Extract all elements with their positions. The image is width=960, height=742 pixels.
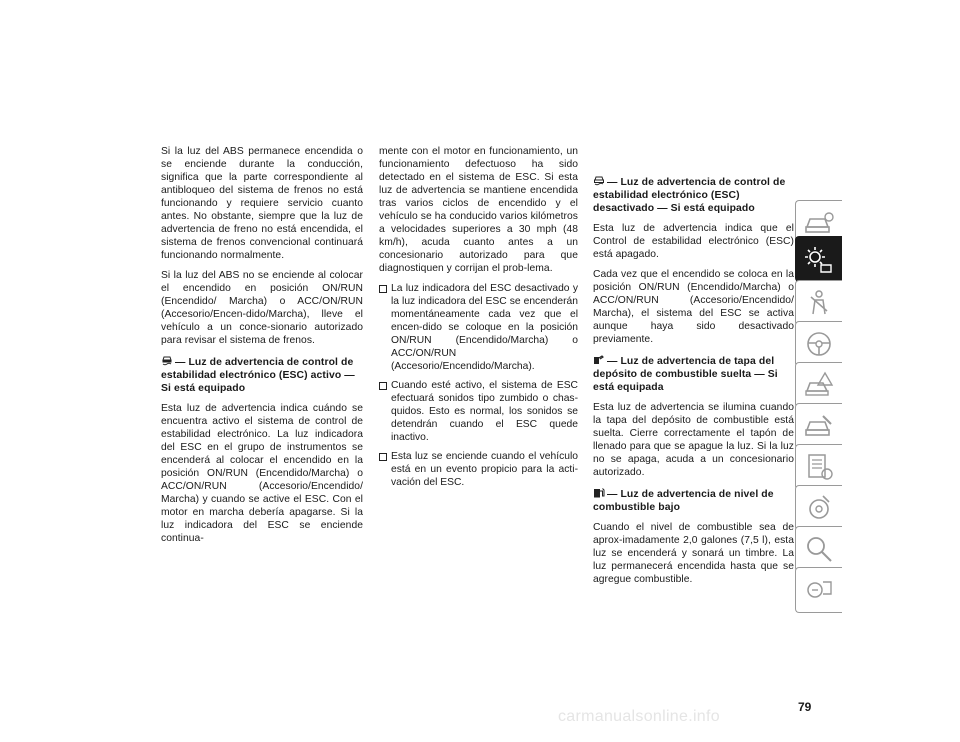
tab-safety[interactable] xyxy=(795,280,842,326)
esc-bullet-list xyxy=(379,282,578,489)
esc-car-skid-icon xyxy=(161,355,173,366)
tab-steering[interactable] xyxy=(795,321,842,367)
language-icon xyxy=(803,574,835,606)
emergency-icon xyxy=(803,369,835,401)
abs-paragraph-2: Si la luz del ABS no se enciende al colocar el encendido en posición ON/RUN (Encendido/ Marcha) o ACC/ON/RUN (Accesorio/Encen-dido/Marcha), lleve el vehículo a un conce-sionario autorizado para revisar el sistema de frenos. xyxy=(161,270,363,346)
tab-language[interactable] xyxy=(795,567,842,613)
car-service-icon xyxy=(803,410,835,442)
list-item: Esta luz se enciende cuando el vehículo está en un evento propicio para la acti-vación del ESC. xyxy=(379,450,578,489)
checkbox-bullet-icon xyxy=(379,382,387,390)
fuel-cap-paragraph: Esta luz de advertencia se ilumina cuando la tapa del depósito de combustible está suelta. Cierre correctamente el tapón de llenado para que se apague la luz. Si la luz no se apaga, acuda a un concesionario autorizado. xyxy=(593,402,794,478)
column-2 xyxy=(379,145,578,495)
esc-off-paragraph-2: Cada vez que el encendido se coloca en la posición ON/RUN (Encendido/Marcha) o ACC/ON/RUN (Accesorio/Encendido/ Marcha), el sistema del ESC se activa aunque haya sido desactivado previamente. xyxy=(593,269,794,345)
multimedia-icon xyxy=(803,492,835,524)
esc-off-paragraph-1: Esta luz de advertencia indica que el Control de estabilidad electrónico (ESC) está apagado. xyxy=(593,223,794,260)
low-fuel-paragraph: Cuando el nivel de combustible sea de aprox-imadamente 2,0 galones (7,5 l), esta luz se encenderá y sonará un timbre. La luz permanecerá encendida hasta que se agregue combustible. xyxy=(593,522,794,585)
column-3 xyxy=(593,145,794,593)
esc-off-icon xyxy=(593,175,605,186)
tab-search[interactable] xyxy=(795,526,842,572)
steering-icon xyxy=(803,328,835,360)
fuel-pump-icon xyxy=(593,487,605,498)
fuel-cap-loose-icon xyxy=(593,354,605,365)
tab-warning-lights[interactable] xyxy=(795,236,842,282)
low-fuel-heading: — Luz de advertencia de nivel de combustible bajo xyxy=(593,489,774,513)
watermark: carmanualsonline.info xyxy=(558,708,720,725)
safety-icon xyxy=(803,287,835,319)
list-item: La luz indicadora del ESC desactivado y la luz indicadora del ESC se encenderán momentáneamente cada vez que el encen-dido se coloque en la posición ON/RUN (Encendido/Marcha) o ACC/ON/RUN (Accesorio/Encendido/Marcha). xyxy=(379,282,578,373)
specifications-icon xyxy=(803,451,835,483)
esc-active-paragraph: Esta luz de advertencia indica cuándo se encuentra activo el sistema de control de estabilidad electrónico. La luz indicadora del ESC en el grupo de instrumentos se encenderá al colocar el encendido en la posición ON/RUN (Encendido/Marcha) o ACC/ON/RUN (Accesorio/Encendido/ Marcha) y cuando se active el ESC. Con el motor en marcha debería apagarse. Si la luz indicadora del ESC se enciende continua- xyxy=(161,403,363,544)
search-icon xyxy=(803,533,835,565)
page-number: 79 xyxy=(798,700,812,714)
column-1 xyxy=(161,145,363,552)
car-info-icon xyxy=(803,207,835,239)
esc-off-heading: — Luz de advertencia de control de estabilidad electrónico (ESC) desactivado — Si está equipado xyxy=(593,177,786,214)
checkbox-bullet-icon xyxy=(379,285,387,293)
fuel-cap-heading: — Luz de advertencia de tapa del depósito de combustible suelta — Si está equipada xyxy=(593,356,778,393)
tab-car-service[interactable] xyxy=(795,403,842,449)
checkbox-bullet-icon xyxy=(379,453,387,461)
tab-emergency[interactable] xyxy=(795,362,842,408)
esc-continued-paragraph: mente con el motor en funcionamiento, un funcionamiento defectuoso ha sido detectado en el sistema de ESC. Si esta luz de advertencia se mantiene encendida tras varios ciclos de encendido y el vehículo se ha conducido varios kilómetros a velocidades superiores a 30 mph (48 km/h), acuda cuanto antes a un concesionario autorizado para que diagnostiquen y corrijan el prob-lema. xyxy=(379,146,578,274)
tab-multimedia[interactable] xyxy=(795,485,842,531)
list-item: Cuando esté activo, el sistema de ESC efectuará sonidos tipo zumbido o chas-quidos. Esto es normal, los sonidos se detendrán cuando el ESC quede inactivo. xyxy=(379,379,578,444)
esc-active-heading: — Luz de advertencia de control de estabilidad electrónico (ESC) activo — Si está equipado xyxy=(161,357,355,394)
tab-specifications[interactable] xyxy=(795,444,842,490)
warning-lights-icon xyxy=(803,243,835,275)
abs-paragraph-1: Si la luz del ABS permanece encendida o se enciende durante la conducción, significa que la parte correspondiente al antibloqueo del sistema de frenos no está funcionando y requiere servicio cuanto antes. No obstante, siempre que la luz de advertencia de freno no está encendida, el sistema de frenos convencional continuará funcionando normalmente. xyxy=(161,146,363,261)
